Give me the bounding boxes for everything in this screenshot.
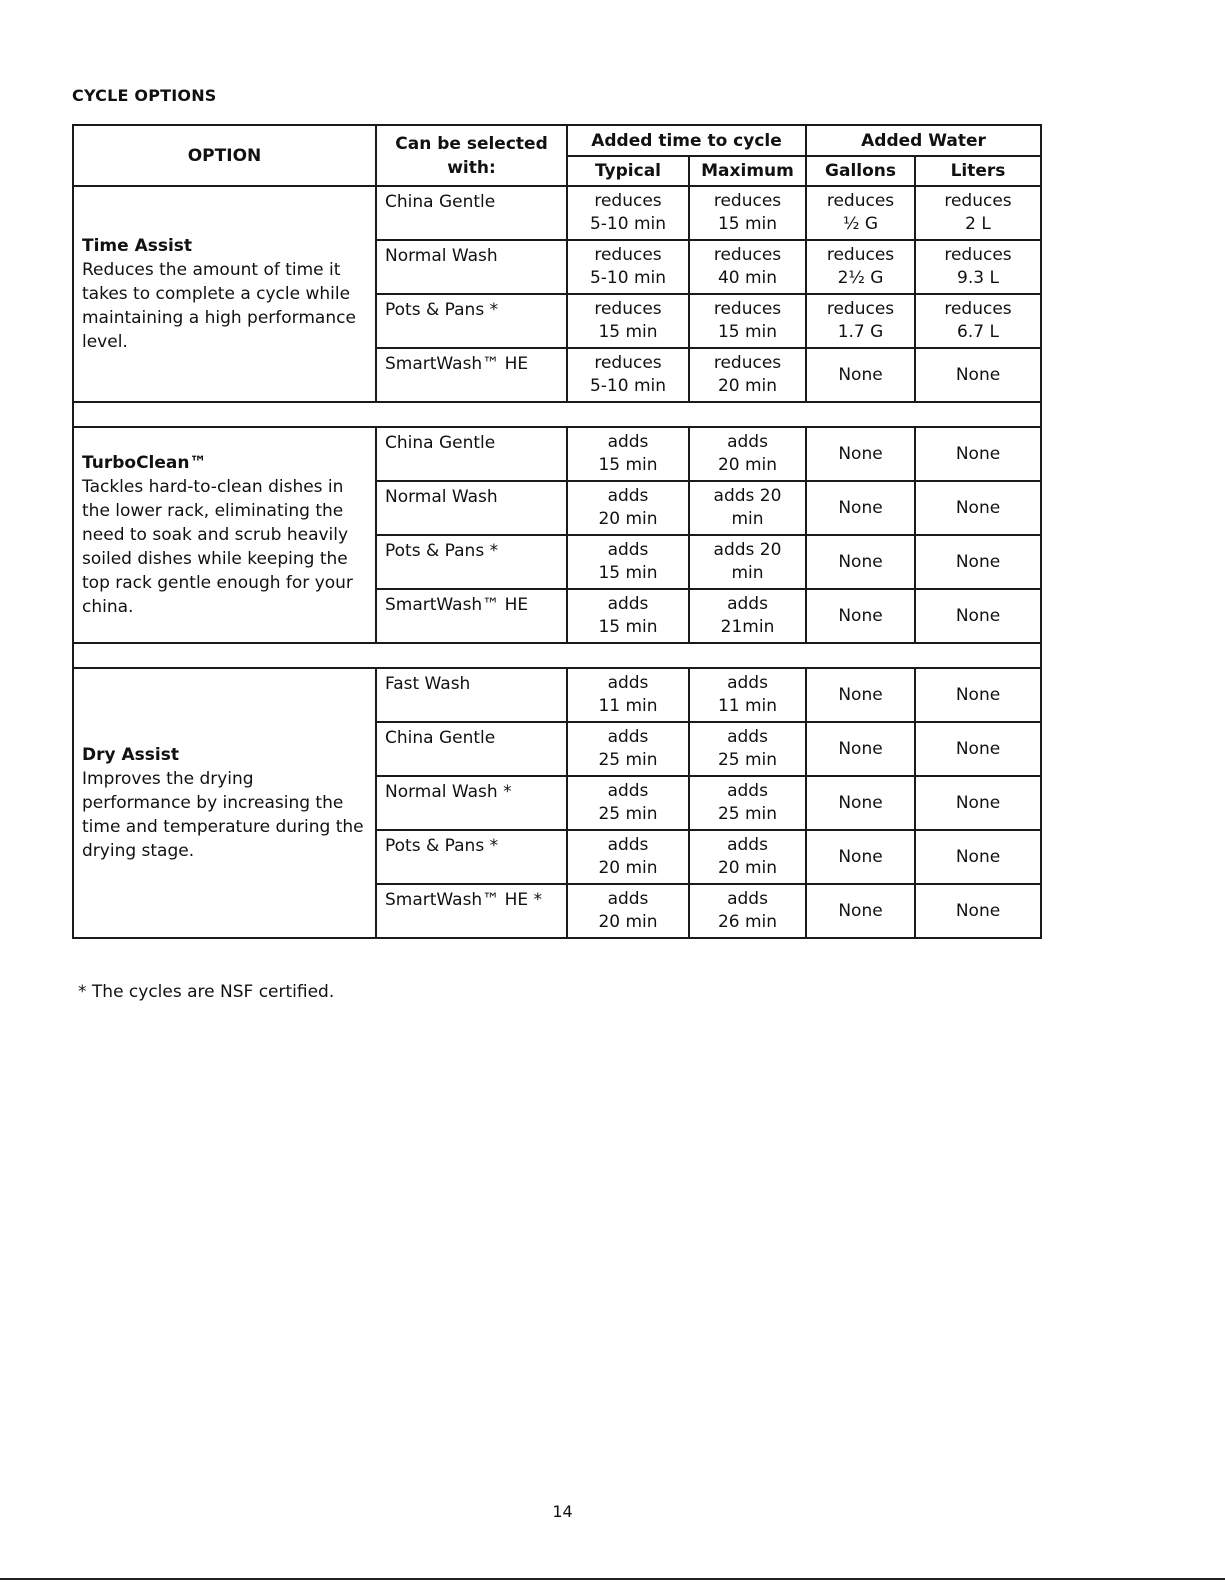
- gallons-cell: [806, 830, 915, 884]
- typical-time-cell-line: adds: [607, 673, 649, 693]
- gallons-cell-text: None: [838, 606, 883, 626]
- liters-cell: [915, 240, 1041, 294]
- option-name: Dry Assist: [82, 745, 179, 765]
- option-cell: [73, 668, 376, 938]
- typical-time-cell-line: reduces: [594, 245, 662, 265]
- typical-time-cell: [567, 535, 689, 589]
- maximum-time-cell: [689, 830, 806, 884]
- cycle-name-cell: Pots & Pans *: [376, 294, 567, 348]
- gallons-cell-text: None: [838, 901, 883, 921]
- maximum-time-cell-line: 26 min: [717, 912, 778, 932]
- option-description: Reduces the amount of time it takes to complete a cycle while maintaining a high performance level.: [82, 260, 356, 352]
- gallons-cell-line: reduces: [826, 299, 895, 319]
- maximum-time-cell-line: adds 20: [713, 540, 782, 560]
- cycle-name-cell: Normal Wash: [376, 240, 567, 294]
- maximum-time-cell-line: adds: [727, 673, 768, 693]
- maximum-time-cell: [689, 589, 806, 643]
- typical-time-cell-line: 5-10 min: [589, 268, 667, 288]
- maximum-time-cell-line: adds: [727, 432, 768, 452]
- option-description: Improves the drying performance by increasing the time and temperature during the drying stage.: [82, 769, 364, 861]
- cycle-options-table: [72, 124, 1042, 939]
- table-body: [73, 186, 1041, 938]
- maximum-time-cell-line: reduces: [713, 299, 782, 319]
- maximum-time-cell-line: reduces: [713, 245, 782, 265]
- cycle-name-cell: Pots & Pans *: [376, 535, 567, 589]
- table-row: [73, 668, 1041, 722]
- typical-time-cell-line: reduces: [594, 353, 662, 373]
- typical-time-cell-line: 25 min: [598, 750, 658, 770]
- cycle-name-cell: China Gentle: [376, 722, 567, 776]
- gallons-cell: [806, 427, 915, 481]
- maximum-time-cell-line: adds: [727, 727, 768, 747]
- liters-cell: [915, 481, 1041, 535]
- maximum-time-cell-line: adds: [727, 781, 768, 801]
- typical-time-cell-line: adds: [607, 432, 649, 452]
- liters-cell-line: reduces: [944, 245, 1012, 265]
- liters-cell: [915, 294, 1041, 348]
- liters-cell-text: None: [955, 685, 1001, 705]
- gallons-cell: [806, 535, 915, 589]
- maximum-time-cell: [689, 186, 806, 240]
- gallons-cell: [806, 668, 915, 722]
- maximum-time-cell-line: adds: [727, 835, 768, 855]
- maximum-time-cell-line: 20 min: [717, 858, 778, 878]
- header-maximum: Maximum: [689, 156, 806, 186]
- maximum-time-cell: [689, 240, 806, 294]
- maximum-time-cell: [689, 294, 806, 348]
- typical-time-cell: [567, 186, 689, 240]
- gallons-cell-line: ½ G: [842, 214, 879, 234]
- gallons-cell-text: None: [838, 847, 883, 867]
- typical-time-cell-line: 15 min: [598, 563, 658, 583]
- liters-cell: [915, 722, 1041, 776]
- option-name: TurboClean™: [82, 453, 207, 473]
- gallons-cell-text: None: [838, 552, 883, 572]
- typical-time-cell: [567, 427, 689, 481]
- liters-cell: [915, 589, 1041, 643]
- gallons-cell: [806, 348, 915, 402]
- cycle-name-cell: Pots & Pans *: [376, 830, 567, 884]
- maximum-time-cell: [689, 884, 806, 938]
- cycle-name-cell: SmartWash™ HE *: [376, 884, 567, 938]
- maximum-time-cell-line: 40 min: [717, 268, 778, 288]
- liters-cell-line: 6.7 L: [957, 322, 999, 342]
- maximum-time-cell: [689, 776, 806, 830]
- typical-time-cell-line: adds: [607, 486, 649, 506]
- gallons-cell: [806, 240, 915, 294]
- gallons-cell-text: None: [838, 498, 883, 518]
- typical-time-cell-line: 15 min: [598, 617, 658, 637]
- bottom-rule: [0, 1578, 1225, 1580]
- spacer-cell: [73, 643, 1041, 668]
- cycle-name-cell: Fast Wash: [376, 668, 567, 722]
- gallons-cell-line: 2½ G: [837, 268, 884, 288]
- option-description: Tackles hard-to-clean dishes in the lower rack, eliminating the need to soak and scrub heavily soiled dishes while keeping the top rack gentle enough for your china.: [82, 477, 353, 617]
- maximum-time-cell-line: min: [731, 509, 764, 529]
- header-gallons: Gallons: [806, 156, 915, 186]
- typical-time-cell-line: reduces: [594, 299, 662, 319]
- gallons-cell-text: None: [838, 365, 883, 385]
- liters-cell: [915, 186, 1041, 240]
- gallons-cell-text: None: [838, 685, 883, 705]
- header-can-be-selected: Can be selected with:: [376, 125, 567, 186]
- liters-cell-line: reduces: [944, 191, 1012, 211]
- option-name: Time Assist: [82, 236, 193, 256]
- liters-cell-text: None: [955, 847, 1001, 867]
- gallons-cell: [806, 722, 915, 776]
- liters-cell: [915, 348, 1041, 402]
- typical-time-cell-line: adds: [607, 594, 649, 614]
- page-number: 14: [552, 1502, 573, 1521]
- gallons-cell: [806, 481, 915, 535]
- typical-time-cell-line: 20 min: [598, 858, 658, 878]
- typical-time-cell-line: 15 min: [598, 322, 658, 342]
- typical-time-cell: [567, 776, 689, 830]
- maximum-time-cell-line: 11 min: [717, 696, 778, 716]
- typical-time-cell: [567, 240, 689, 294]
- maximum-time-cell-line: 21min: [720, 617, 775, 637]
- maximum-time-cell: [689, 535, 806, 589]
- typical-time-cell-line: 20 min: [598, 912, 658, 932]
- typical-time-cell: [567, 481, 689, 535]
- gallons-cell-text: None: [838, 793, 883, 813]
- typical-time-cell-line: adds: [607, 781, 649, 801]
- liters-cell: [915, 668, 1041, 722]
- header-added-time: Added time to cycle: [567, 125, 806, 156]
- maximum-time-cell: [689, 348, 806, 402]
- liters-cell-line: 9.3 L: [957, 268, 999, 288]
- typical-time-cell-line: adds: [607, 727, 649, 747]
- maximum-time-cell-line: 25 min: [717, 804, 778, 824]
- typical-time-cell-line: adds: [607, 835, 649, 855]
- typical-time-cell-line: adds: [607, 540, 649, 560]
- liters-cell-text: None: [955, 552, 1001, 572]
- typical-time-cell-line: adds: [607, 889, 649, 909]
- typical-time-cell-line: 5-10 min: [589, 214, 667, 234]
- gallons-cell-line: 1.7 G: [837, 322, 884, 342]
- maximum-time-cell-line: 20 min: [717, 455, 778, 475]
- maximum-time-cell: [689, 668, 806, 722]
- liters-cell: [915, 535, 1041, 589]
- liters-cell-text: None: [955, 793, 1001, 813]
- header-option: OPTION: [73, 125, 376, 186]
- option-cell: [73, 427, 376, 643]
- liters-cell-line: reduces: [944, 299, 1012, 319]
- footnote: * The cycles are NSF certified.: [78, 982, 335, 1002]
- typical-time-cell: [567, 589, 689, 643]
- spacer-cell: [73, 402, 1041, 427]
- liters-cell: [915, 427, 1041, 481]
- maximum-time-cell-line: 20 min: [717, 376, 778, 396]
- gallons-cell: [806, 884, 915, 938]
- maximum-time-cell-line: reduces: [713, 191, 782, 211]
- liters-cell-text: None: [955, 739, 1001, 759]
- gallons-cell: [806, 589, 915, 643]
- maximum-time-cell-line: adds: [727, 594, 768, 614]
- liters-cell-text: None: [955, 498, 1001, 518]
- liters-cell-text: None: [955, 901, 1001, 921]
- maximum-time-cell-line: min: [731, 563, 764, 583]
- typical-time-cell: [567, 884, 689, 938]
- liters-cell: [915, 884, 1041, 938]
- maximum-time-cell-line: 15 min: [717, 322, 778, 342]
- cycle-name-cell: Normal Wash: [376, 481, 567, 535]
- table-row: [73, 186, 1041, 240]
- gallons-cell-line: reduces: [826, 245, 895, 265]
- liters-cell-text: None: [955, 606, 1001, 626]
- typical-time-cell-line: 5-10 min: [589, 376, 667, 396]
- liters-cell: [915, 830, 1041, 884]
- maximum-time-cell-line: 25 min: [717, 750, 778, 770]
- section-title: CYCLE OPTIONS: [72, 86, 217, 105]
- liters-cell-text: None: [955, 365, 1001, 385]
- header-added-water: Added Water: [806, 125, 1041, 156]
- section-spacer-row: [73, 643, 1041, 668]
- maximum-time-cell: [689, 481, 806, 535]
- typical-time-cell-line: 11 min: [598, 696, 658, 716]
- cycle-name-cell: China Gentle: [376, 186, 567, 240]
- table-row: [73, 427, 1041, 481]
- typical-time-cell: [567, 668, 689, 722]
- gallons-cell-text: None: [838, 444, 883, 464]
- typical-time-cell: [567, 722, 689, 776]
- header-liters: Liters: [915, 156, 1041, 186]
- maximum-time-cell: [689, 427, 806, 481]
- header-typical: Typical: [567, 156, 689, 186]
- typical-time-cell-line: 20 min: [598, 509, 658, 529]
- gallons-cell: [806, 294, 915, 348]
- maximum-time-cell: [689, 722, 806, 776]
- typical-time-cell: [567, 830, 689, 884]
- gallons-cell: [806, 776, 915, 830]
- gallons-cell: [806, 186, 915, 240]
- maximum-time-cell-line: reduces: [713, 353, 782, 373]
- maximum-time-cell-line: adds 20: [713, 486, 782, 506]
- typical-time-cell-line: reduces: [594, 191, 662, 211]
- gallons-cell-line: reduces: [826, 191, 895, 211]
- liters-cell: [915, 776, 1041, 830]
- typical-time-cell-line: 25 min: [598, 804, 658, 824]
- cycle-name-cell: China Gentle: [376, 427, 567, 481]
- typical-time-cell: [567, 348, 689, 402]
- cycle-name-cell: SmartWash™ HE: [376, 589, 567, 643]
- maximum-time-cell-line: adds: [727, 889, 768, 909]
- section-spacer-row: [73, 402, 1041, 427]
- gallons-cell-text: None: [838, 739, 883, 759]
- option-cell: [73, 186, 376, 402]
- liters-cell-line: 2 L: [965, 214, 991, 234]
- cycle-name-cell: Normal Wash *: [376, 776, 567, 830]
- cycle-name-cell: SmartWash™ HE: [376, 348, 567, 402]
- maximum-time-cell-line: 15 min: [717, 214, 778, 234]
- typical-time-cell: [567, 294, 689, 348]
- typical-time-cell-line: 15 min: [598, 455, 658, 475]
- liters-cell-text: None: [955, 444, 1001, 464]
